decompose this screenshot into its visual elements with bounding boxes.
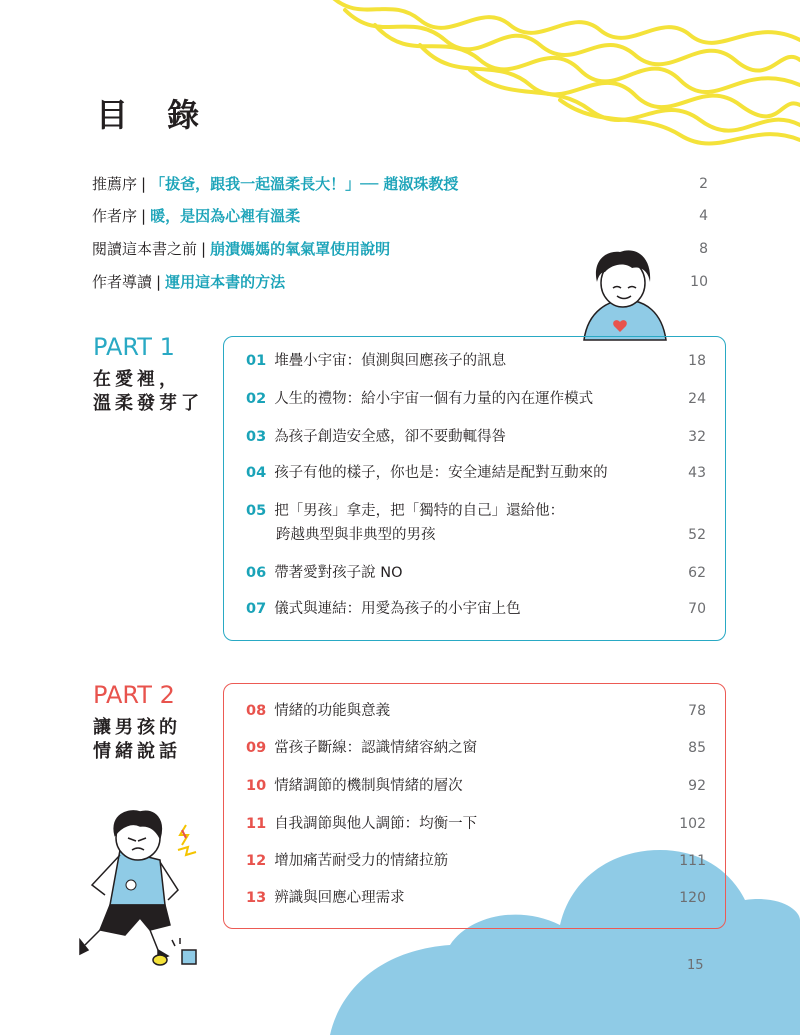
page-title: 目 錄 — [96, 96, 214, 134]
chapter-title: 人生的禮物：給小宇宙一個有力量的內在運作模式 — [274, 391, 594, 407]
chapter-title: 把「男孩」拿走，把「獨特的自己」還給他： — [274, 503, 565, 519]
chapter-page-number: 92 — [688, 778, 706, 794]
chapter-page-number: 78 — [688, 703, 706, 719]
toc-intro-row[interactable] — [92, 171, 708, 197]
toc-intro-row[interactable] — [92, 269, 708, 295]
page-number: 15 — [687, 958, 704, 973]
intro-separator: | — [201, 240, 207, 258]
chapter-title: 孩子有他的樣子，你也是：安全連結是配對互動來的 — [274, 465, 608, 481]
intro-title: 崩潰媽媽的氧氣罩使用說明 — [210, 240, 391, 258]
toc-intro-row[interactable] — [92, 236, 708, 262]
chapter-entry[interactable] — [246, 597, 706, 621]
chapter-entry[interactable] — [246, 699, 706, 723]
smiling-boy-illustration — [584, 250, 666, 340]
chapter-number: 06 — [246, 565, 267, 581]
chapter-number: 03 — [246, 429, 267, 445]
part2-chapter-box — [223, 683, 726, 929]
chapter-page-number: 43 — [688, 465, 706, 481]
chapter-entry[interactable] — [246, 499, 706, 547]
chapter-entry[interactable] — [246, 774, 706, 798]
chapter-title: 自我調節與他人調節：均衡一下 — [274, 816, 478, 832]
chapter-entry[interactable] — [246, 387, 706, 411]
intro-label: 作者導讀 — [92, 273, 153, 291]
chapter-number: 08 — [246, 703, 267, 719]
intro-label: 推薦序 — [92, 175, 138, 193]
intro-page-number: 2 — [699, 176, 708, 192]
part2-subtitle — [93, 716, 181, 764]
intro-separator: | — [141, 207, 147, 225]
chapter-number: 02 — [246, 391, 267, 407]
part1-subtitle — [93, 368, 203, 416]
chapter-number: 05 — [246, 503, 267, 519]
angry-boy-illustration — [80, 811, 196, 965]
chapter-number: 04 — [246, 465, 267, 481]
chapter-page-number: 102 — [679, 816, 706, 832]
chapter-page-number: 52 — [688, 527, 706, 543]
toc-intro-row[interactable] — [92, 203, 708, 229]
chapter-entry[interactable] — [246, 461, 706, 485]
yellow-wave-decoration — [330, 0, 800, 144]
chapter-entry[interactable] — [246, 886, 706, 910]
intro-title: 暖，是因為心裡有溫柔 — [150, 207, 301, 225]
chapter-page-number: 111 — [679, 853, 706, 869]
intro-separator: | — [141, 175, 147, 193]
chapter-title: 情緒調節的機制與情緒的層次 — [274, 778, 463, 794]
chapter-title: 為孩子創造安全感，卻不要動輒得咎 — [274, 429, 507, 445]
chapter-entry[interactable] — [246, 425, 706, 449]
chapter-page-number: 62 — [688, 565, 706, 581]
chapter-title: 儀式與連結：用愛為孩子的小宇宙上色 — [274, 601, 521, 617]
intro-page-number: 4 — [699, 208, 708, 224]
chapter-title: 帶著愛對孩子說 NO — [274, 565, 403, 581]
chapter-entry[interactable] — [246, 736, 706, 760]
intro-label: 閱讀這本書之前 — [92, 240, 198, 258]
chapter-number: 11 — [246, 816, 267, 832]
chapter-entry[interactable] — [246, 561, 706, 585]
part1-subtitle-line2: 溫柔發芽了 — [93, 393, 203, 414]
chapter-title: 堆疊小宇宙：偵測與回應孩子的訊息 — [274, 353, 507, 369]
chapter-page-number: 32 — [688, 429, 706, 445]
chapter-number: 07 — [246, 601, 267, 617]
chapter-title-line2: 跨越典型與非典型的男孩 — [276, 527, 436, 543]
intro-label: 作者序 — [92, 207, 138, 225]
chapter-page-number: 18 — [688, 353, 706, 369]
chapter-title: 辨識與回應心理需求 — [274, 890, 405, 906]
part2-subtitle-line2: 情緒說話 — [93, 741, 181, 762]
chapter-page-number: 85 — [688, 740, 706, 756]
chapter-title: 情緒的功能與意義 — [274, 703, 391, 719]
chapter-page-number: 70 — [688, 601, 706, 617]
part2-subtitle-line1: 讓男孩的 — [93, 717, 181, 738]
part1-chapter-box — [223, 336, 726, 641]
intro-page-number: 8 — [699, 241, 708, 257]
intro-title: 運用這本書的方法 — [165, 273, 286, 291]
chapter-number: 01 — [246, 353, 267, 369]
part1-heading: PART 1 — [93, 333, 175, 361]
chapter-entry[interactable] — [246, 849, 706, 873]
chapter-page-number: 24 — [688, 391, 706, 407]
part2-heading: PART 2 — [93, 681, 175, 709]
chapter-number: 13 — [246, 890, 267, 906]
intro-separator: | — [156, 273, 162, 291]
chapter-title: 增加痛苦耐受力的情緒拉筋 — [274, 853, 449, 869]
chapter-number: 10 — [246, 778, 267, 794]
intro-title: 「拔爸，跟我一起溫柔長大！」── 趙淑珠教授 — [150, 175, 459, 193]
chapter-title: 當孩子斷線：認識情緒容納之窗 — [274, 740, 478, 756]
chapter-number: 12 — [246, 853, 267, 869]
chapter-entry[interactable] — [246, 812, 706, 836]
intro-page-number: 10 — [690, 274, 708, 290]
chapter-entry[interactable] — [246, 349, 706, 373]
chapter-page-number: 120 — [679, 890, 706, 906]
chapter-number: 09 — [246, 740, 267, 756]
part1-subtitle-line1: 在愛裡， — [93, 369, 181, 390]
